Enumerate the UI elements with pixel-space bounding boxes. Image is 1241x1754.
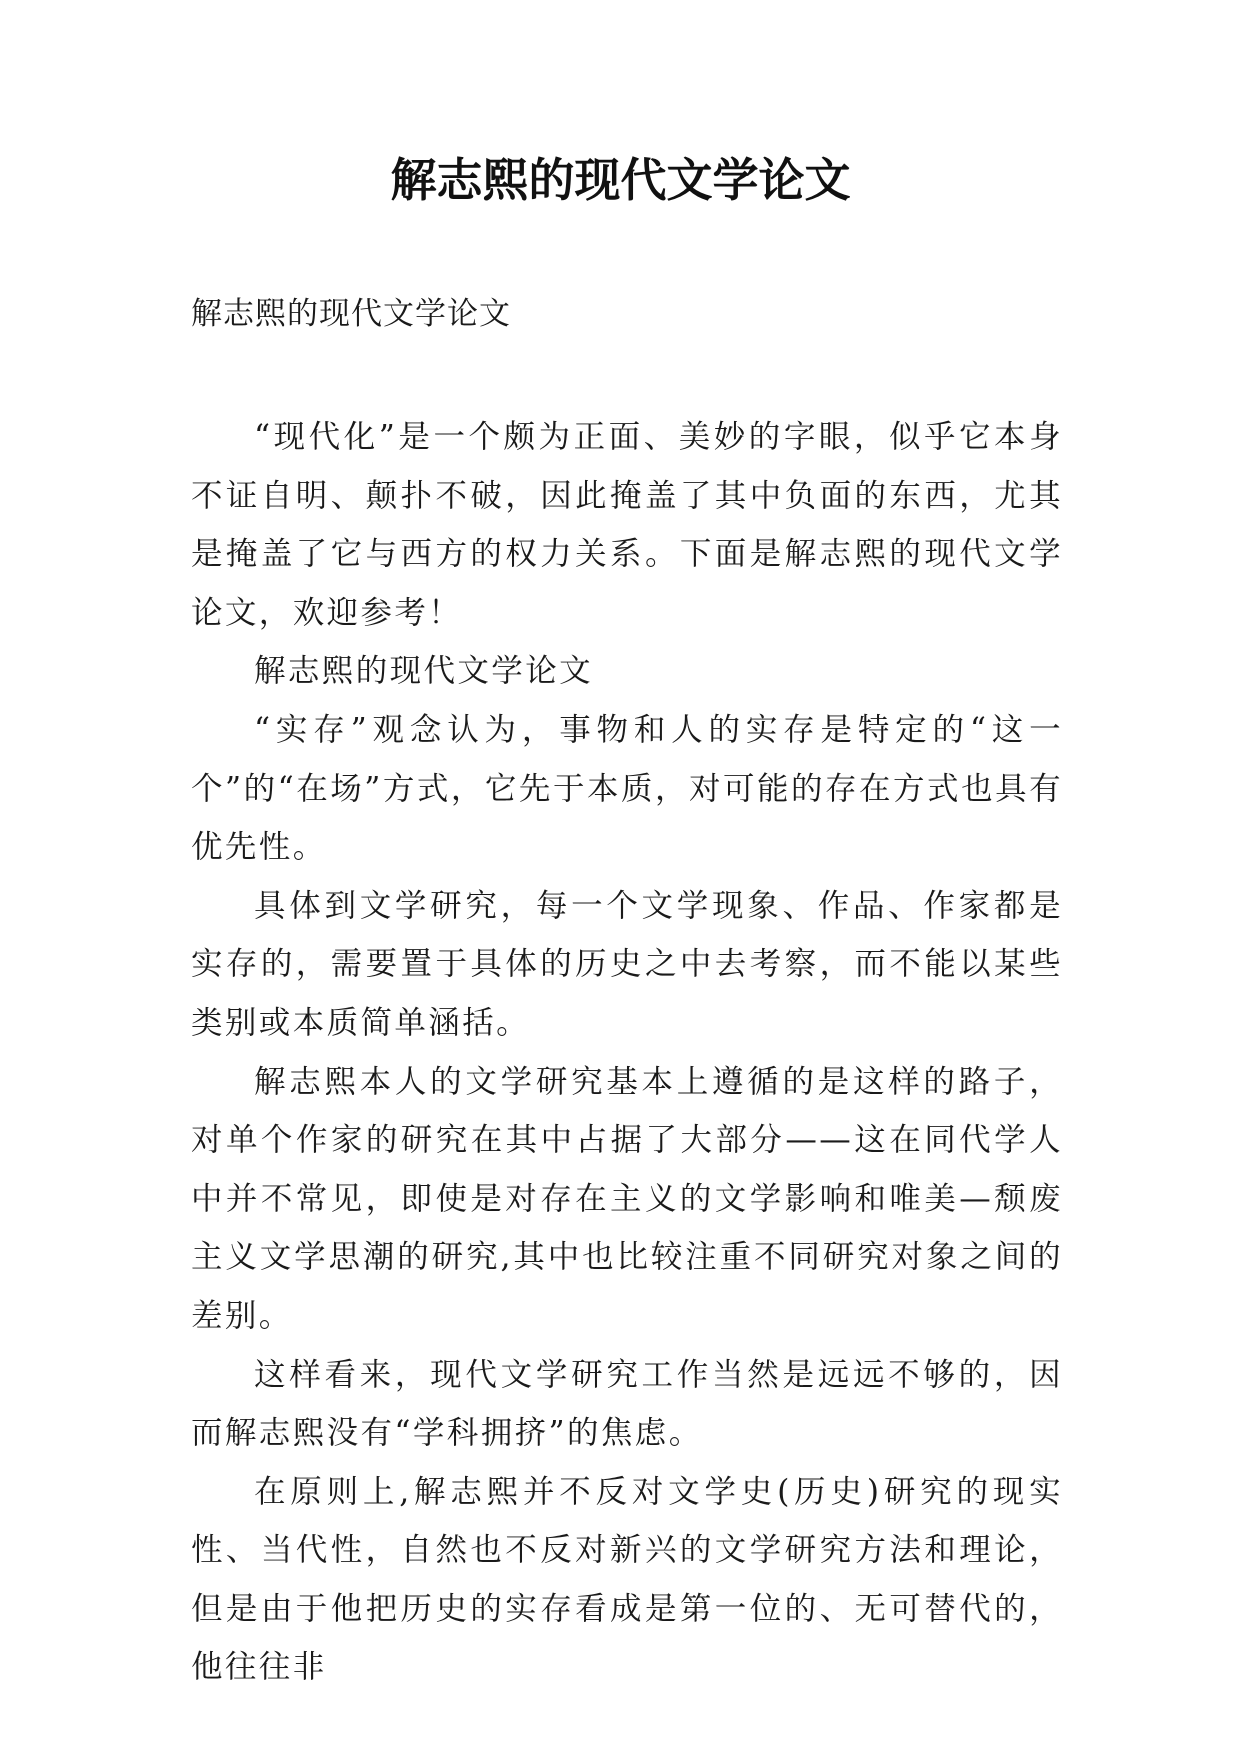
paragraph: 在原则上,解志熙并不反对文学史(历史)研究的现实性、当代性，自然也不反对新兴的文学研究方法和理论，但是由于他把历史的实存看成是第一位的、无可替代的，他往往非 xyxy=(191,1473,1063,1686)
paragraph: 解志熙的现代文学论文 xyxy=(254,653,594,690)
paragraph: 解志熙本人的文学研究基本上遵循的是这样的路子，对单个作家的研究在其中占据了大部分——这在同代学人中并不常见，即使是对存在主义的文学影响和唯美—颓废主义文学思潮的研究,其中也比较注重不同研究对象之间的差别。 xyxy=(191,1063,1063,1334)
paragraph: “实存”观念认为，事物和人的实存是特定的“这一个”的“在场”方式，它先于本质，对可能的存在方式也具有优先性。 xyxy=(191,711,1063,866)
paragraph: 这样看来，现代文学研究工作当然是远远不够的，因而解志熙没有“学科拥挤”的焦虑。 xyxy=(191,1356,1063,1452)
paragraph: 具体到文学研究，每一个文学现象、作品、作家都是实存的，需要置于具体的历史之中去考察，而不能以某些类别或本质简单涵括。 xyxy=(191,887,1063,1041)
document-subtitle: 解志熙的现代文学论文 xyxy=(191,296,511,332)
paragraph: “现代化”是一个颇为正面、美妙的字眼，似乎它本身不证自明、颠扑不破，因此掩盖了其中负面的东西，尤其是掩盖了它与西方的权力关系。下面是解志熙的现代文学论文，欢迎参考！ xyxy=(191,419,1063,631)
document-body xyxy=(191,408,1063,1697)
document-title: 解志熙的现代文学论文 xyxy=(390,153,851,207)
